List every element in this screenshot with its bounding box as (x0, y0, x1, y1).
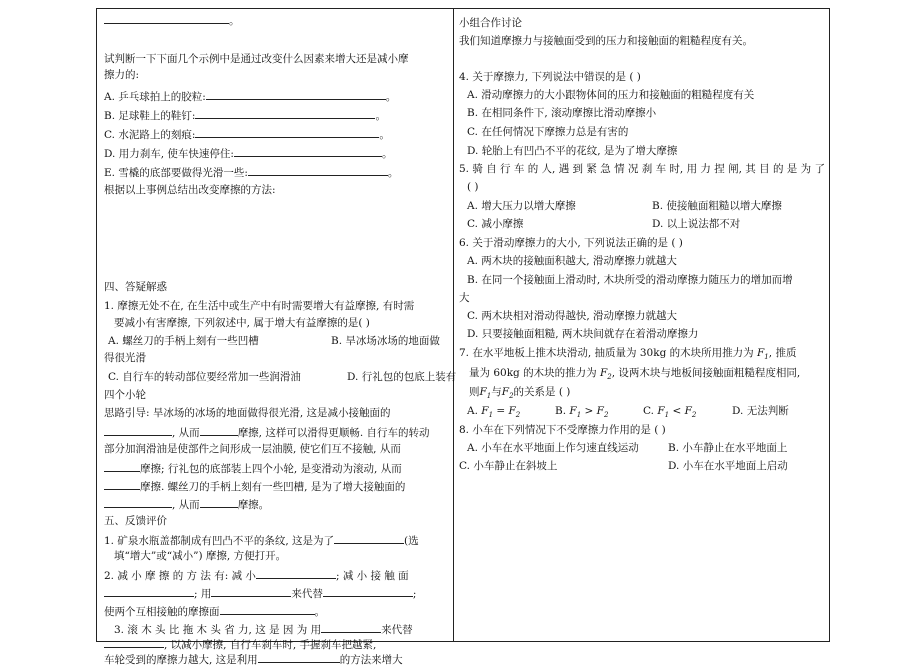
summary-prompt: 根据以上事例总结出改变摩擦的方法: (104, 184, 276, 196)
q7-option-b: B. (555, 405, 567, 417)
blank-line (206, 88, 386, 100)
hint-text: 摩擦; 行礼包的底部装上四个小轮, 是变滑动为滚动, 从而 (140, 463, 402, 475)
q1-option-d: D. 行礼包的包底上装有 (347, 371, 457, 383)
item-e: E. 雪橇的底部要做得光滑一些: (104, 167, 248, 179)
f3-text: 的方法来增大 (339, 654, 403, 666)
f2-text: 使两个互相接触的摩擦面 (104, 606, 220, 618)
blank-line (195, 107, 375, 119)
q8-option-b: B. 小车静止在水平地面上 (668, 442, 788, 454)
item-a: A. 乒乓球拍上的胶粒: (104, 91, 206, 103)
hint-line-3: 部分加润滑油是使部件之间形成一层油膜, 使它们互不接触, 从而 (104, 443, 401, 455)
f2-text: 2. 减 小 摩 擦 的 方 法 有: 减 小 (104, 570, 256, 582)
q5-line-1: 5. 骑 自 行 车 的 人, 遇 到 紧 急 情 况 刹 车 时, 用 力 捏 闸, 其 目 的 是 为 了 (459, 163, 825, 175)
formula: $F_1 = F_2$ (481, 405, 521, 420)
q6-option-a: A. 两木块的接触面积越大, 滑动摩擦力就越大 (467, 255, 677, 267)
q5-option-a: A. 增大压力以增大摩擦 (467, 200, 576, 212)
q7-option-c: C. (643, 405, 654, 417)
formula: $F_1 < F_2$ (657, 405, 697, 420)
q4-option-b: B. 在相同条件下, 滚动摩擦比滑动摩擦小 (467, 107, 657, 119)
q6-option-b-cont: 大 (459, 292, 470, 304)
group-discussion-text: 我们知道摩擦力与接触面受到的压力和接触面的粗糙程度有关。 (459, 35, 753, 47)
f3-text: 3. 滚 木 头 比 拖 木 头 省 力, 这 是 因 为 用 (114, 624, 322, 636)
f2-symbol: $F_2$ (599, 367, 612, 382)
f1-symbol: $F_1$ (757, 347, 769, 362)
blank-line (258, 651, 340, 663)
f3-text: 车轮受到的摩擦力越大, 这是利用 (104, 654, 258, 666)
q7-text: 7. 在水平地板上推木块滑动, 抽质量为 30kg 的木块所用推力为 (459, 347, 754, 359)
end-mark: 。 (385, 91, 397, 103)
f2-text: 来代替 (291, 588, 323, 600)
intro-text-2: 擦力的: (104, 69, 140, 81)
intro-text: 试判断一下下面几个示例中是通过改变什么因素来增大还是减小摩 (104, 53, 409, 65)
f3-text: , 以减小摩擦, 自行车刹车时, 手握刹车把越紧, (164, 639, 377, 651)
f1-line-2: 填“增大”或“减小”) 摩擦, 方便打开。 (114, 550, 287, 562)
q6-option-b: B. 在同一个接触面上滑动时, 木块所受的滑动摩擦力随压力的增加而增 (467, 274, 793, 286)
q8-option-d: D. 小车在水平地面上启动 (668, 460, 788, 472)
q1-option-a: A. 螺丝刀的手柄上刻有一些凹槽 (108, 335, 259, 347)
f2-text: ; 减 小 接 触 面 (335, 570, 409, 582)
blank-line (104, 478, 140, 490)
f2-symbol: $F_2$ (501, 386, 514, 401)
q1-line-2: 要减小有害摩擦, 下列叙述中, 属于增大有益摩擦的是( ) (114, 317, 370, 329)
section-4-title: 四、答疑解惑 (104, 281, 167, 293)
hint-text: , 从而 (172, 499, 200, 511)
q4-option-d: D. 轮胎上有凹凸不平的花纹, 是为了增大摩擦 (467, 145, 678, 157)
end-mark: 。 (381, 148, 393, 160)
section-5-title: 五、反馈评价 (104, 515, 167, 527)
item-d: D. 用力刹车, 使车快速停住: (104, 148, 234, 160)
q7-text: , 推质 (768, 347, 797, 359)
blank-line (104, 636, 164, 648)
hint-text: 摩擦。 (237, 499, 270, 511)
blank-line (200, 496, 238, 508)
q8: 8. 小车在下列情况下不受摩擦力作用的是 ( ) (459, 424, 666, 436)
item-b: B. 足球鞋上的鞋钉: (104, 110, 196, 122)
q6: 6. 关于滑动摩擦力的大小, 下列说法正确的是 ( ) (459, 237, 683, 249)
q4-option-a: A. 滑动摩擦力的大小跟物体间的压力和接触面的粗糙程度有关 (467, 89, 755, 101)
q5-option-d: D. 以上说法都不对 (652, 218, 741, 230)
q6-option-c: C. 两木块相对滑动得越快, 滑动摩擦力就越大 (467, 310, 678, 322)
blank-line (220, 603, 315, 615)
q5-option-b: B. 使接触面粗糙以增大摩擦 (652, 200, 782, 212)
f1-text: (选 (404, 535, 419, 547)
q7-text: 的关系是 ( ) (513, 386, 571, 398)
blank-line (234, 145, 382, 157)
blank-line (334, 532, 404, 544)
q1-option-b-cont: 得很光滑 (104, 352, 146, 364)
f2-text: 。 (314, 606, 325, 618)
blank-line (256, 567, 336, 579)
f2-text: ; (412, 588, 417, 600)
q4: 4. 关于摩擦力, 下列说法中错误的是 ( ) (459, 71, 641, 83)
hint-text: 摩擦. 螺丝刀的手柄上刻有一些凹槽, 是为了增大接触面的 (140, 481, 406, 493)
q1-option-d-cont: 四个小轮 (104, 389, 146, 401)
hint-text: 摩擦, 这样可以滑得更顺畅. 自行车的转动 (237, 427, 430, 439)
q8-option-a: A. 小车在水平地面上作匀速直线运动 (467, 442, 639, 454)
q8-option-c: C. 小车静止在斜坡上 (459, 460, 558, 472)
end-mark: 。 (379, 129, 390, 141)
blank-line (200, 424, 238, 436)
q7-option-d: D. 无法判断 (732, 405, 789, 417)
q7-text: 则 (469, 386, 480, 398)
q1-option-b: B. 旱冰场冰场的地面做 (331, 335, 440, 347)
blank-line (104, 585, 194, 597)
f1-symbol: $F_1$ (479, 386, 492, 401)
q1-line-1: 1. 摩擦无处不在, 在生活中或生产中有时需要增大有益摩擦, 有时需 (104, 300, 415, 312)
q5-option-c: C. 减小摩擦 (467, 218, 524, 230)
blank-line (211, 585, 291, 597)
blank-line (104, 424, 172, 436)
formula: $F_1 > F_2$ (569, 405, 609, 420)
column-divider (453, 8, 454, 642)
q7-text: 与 (491, 386, 502, 398)
blank-line (104, 496, 172, 508)
group-discussion-title: 小组合作讨论 (459, 17, 522, 29)
hint-text: , 从而 (172, 427, 200, 439)
f2-text: ; 用 (194, 588, 212, 600)
blank-line (195, 126, 379, 138)
q6-option-d: D. 只要接触面粗糙, 两木块间就存在着滑动摩擦力 (467, 328, 699, 340)
q7-text: 量为 60kg 的木块的推力为 (469, 367, 597, 379)
blank-line (104, 460, 140, 472)
q4-option-c: C. 在任何情况下摩擦力总是有害的 (467, 126, 629, 138)
q1-option-c: C. 自行车的转动部位要经常加一些润滑油 (108, 371, 301, 383)
blank-line (323, 585, 413, 597)
q7-option-a: A. (467, 405, 478, 417)
f1-text: 1. 矿泉水瓶盖都制成有凹凸不平的条纹, 这是为了 (104, 535, 335, 547)
f3-text: 来代替 (381, 624, 413, 636)
blank-line (321, 621, 381, 633)
q5-line-2: ( ) (467, 181, 479, 193)
item-c: C. 水泥路上的刻痕: (104, 129, 196, 141)
end-mark: 。 (387, 167, 399, 179)
end-mark: 。 (229, 15, 240, 27)
q7-text: , 设两木块与地板间接触面粗糙程度相同, (611, 367, 801, 379)
end-mark: 。 (375, 110, 386, 122)
blank-line (248, 164, 388, 176)
hint-line-1: 思路引导: 旱冰场的冰场的地面做得很光滑, 这是减小接触面的 (104, 407, 391, 419)
blank-line (104, 12, 229, 24)
